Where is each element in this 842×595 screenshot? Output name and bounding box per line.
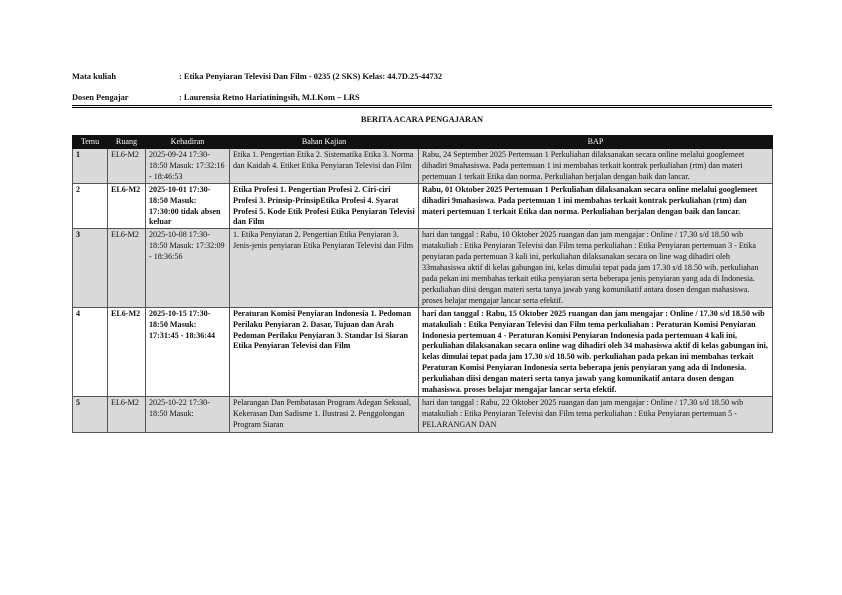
- cell-temu: 1: [73, 149, 108, 184]
- table-row: [73, 149, 773, 184]
- cell-ruang: EL6-M2: [108, 229, 146, 307]
- table-row: [73, 183, 773, 229]
- cell-bap: Rabu, 24 September 2025 Pertemuan 1 Perkuliahan dilaksanakan secara online melalui googlemeet dihadiri 9mahasiswa. Pada pertemuan 1 ini membahas terkait kontrak perkuliahan (rtm) dan materi pertemuan 1 terkait Etika dan norma. Perkuliahan berjalan dengan baik dan lancar.: [419, 149, 773, 184]
- cell-ruang: EL6-M2: [108, 149, 146, 184]
- bap-table: [72, 135, 773, 433]
- col-header-bahan: Bahan Kajian: [230, 136, 419, 149]
- cell-ruang: EL6-M2: [108, 396, 146, 432]
- cell-temu: 5: [73, 396, 108, 432]
- cell-kehadiran: 2025-10-08 17:30-18:50 Masuk: 17:32:09 - 18:36:56: [146, 229, 230, 307]
- cell-kehadiran: 2025-10-01 17:30-18:50 Masuk: 17:30:00 tidak absen keluar: [146, 183, 230, 229]
- cell-bahan: Pelarangan Dan Pembatasan Program Adegan Seksual, Kekerasan Dan Sadisme 1. Ilustrasi 2. Penggolongan Program Siaran: [230, 396, 419, 432]
- cell-kehadiran: 2025-10-22 17:30-18:50 Masuk:: [146, 396, 230, 432]
- lecturer-label: Dosen Pengajar: [72, 93, 129, 102]
- cell-ruang: EL6-M2: [108, 307, 146, 396]
- header-divider: [72, 105, 772, 106]
- cell-temu: 4: [73, 307, 108, 396]
- cell-bahan: Etika 1. Pengertian Etika 2. Sistematika Etika 3. Norma dan Kaidah 4. Etiket Etika Penyiaran Televisi dan Film: [230, 149, 419, 184]
- cell-bap: hari dan tanggal : Rabu, 15 Oktober 2025 ruangan dan jam mengajar : Online / 17.30 s/d 18.50 wib matakuliah : Etika Penyiaran Televisi dan Film tema perkuliahan : Peraturan Komisi Penyiaran Indonesia pertemuan 4 - Peraturan Komisi Penyiaran Indonesia pada pertemuan 4 kali ini, perkuliahan dilaksanakan secara online wag dihadiri oleh 34 mahasiswa aktif di kelas gabungan ini, kelas dimulai tepat pada jam 17.30 s/d 18.50 wib. perkuliahan pada pekan ini membahas terkait Peraturan Komisi Penyiaran Indonesia serta beberapa jenis penyiaran yang ada di Indonesia. perkuliahan diisi dengan materi serta tanya jawab yang komunikatif antara dosen dengan mahasiswa. proses belajar mengajar lancar serta efektif.: [419, 307, 773, 396]
- col-header-temu: Temu: [73, 136, 108, 149]
- cell-bap: hari dan tanggal : Rabu, 22 Oktober 2025 ruangan dan jam mengajar : Online / 17.30 s/d 18.50 wib matakuliah : Etika Penyiaran Televisi dan Film tema perkuliahan : Etika Penyiaran pertemuan 5 - PELARANGAN DAN: [419, 396, 773, 432]
- table-row: [73, 396, 773, 432]
- cell-temu: 3: [73, 229, 108, 307]
- table-header-row: [73, 136, 773, 149]
- cell-ruang: EL6-M2: [108, 183, 146, 229]
- cell-kehadiran: 2025-10-15 17:30-18:50 Masuk: 17:31:45 - 18:36:44: [146, 307, 230, 396]
- cell-bap: Rabu, 01 Oktober 2025 Pertemuan 1 Perkuliahan dilaksanakan secara online melalui googlemeet dihadiri 9mahasiswa. Pada pertemuan 1 ini membahas terkait kontrak perkuliahan (rtm) dan materi pertemuan 1 terkait Etika dan norma. Perkuliahan berjalan dengan baik dan lancar.: [419, 183, 773, 229]
- table-row: [73, 229, 773, 307]
- cell-temu: 2: [73, 183, 108, 229]
- col-header-kehadiran: Kehadiran: [146, 136, 230, 149]
- cell-bap: hari dan tanggal : Rabu, 10 Oktober 2025 ruangan dan jam mengajar : Online / 17.30 s/d 18.50 wib matakuliah : Etika Penyiaran Televisi dan Film tema perkuliahan : Etika Penyiaran pertemuan 3 - Etika penyiaran pada pertemuan 3 kali ini, perkuliahan dilaksanakan secara on line wag dihadiri oleh 33mahasiswa aktif di kelas gabungan ini, kelas dimulai tepat pada jam 17.30 s/d 18.50 wib. perkuliahan pada pekan ini membahas terkait etika penyiaran serta beberapa jenis penyiaran yang ada di Indonesia. perkuliahan diisi dengan materi serta tanya jawab yang komunikatif antara dosen dengan mahasiswa. proses belajar mengajar lancar serta efektif.: [419, 229, 773, 307]
- cell-bahan: Peraturan Komisi Penyiaran Indonesia 1. Pedoman Perilaku Penyiaran 2. Dasar, Tujuan dan Arah Pedoman Perilaku Penyiaran 3. Standar Isi Siaran Etika Penyiaran Televisi dan Film: [230, 307, 419, 396]
- page-title: BERITA ACARA PENGAJARAN: [360, 115, 484, 124]
- course-value: : Etika Penyiaran Televisi Dan Film - 0235 (2 SKS) Kelas: 44.7D.25-44732: [179, 72, 443, 81]
- col-header-bap: BAP: [419, 136, 773, 149]
- col-header-ruang: Ruang: [108, 136, 146, 149]
- table-row: [73, 307, 773, 396]
- cell-kehadiran: 2025-09-24 17:30-18:50 Masuk: 17:32:16 - 18:46:53: [146, 149, 230, 184]
- lecturer-value: : Laurensia Retno Hariatiningsih, M.I.Kom – LRS: [179, 93, 360, 102]
- cell-bahan: 1. Etika Penyiaran 2. Pengertian Etika Penyiaran 3. Jenis-jenis penyiaran Etika Penyiaran Televisi dan Film: [230, 229, 419, 307]
- course-label: Mata kuliah: [72, 72, 116, 81]
- header-divider-2: [72, 107, 772, 108]
- cell-bahan: Etika Profesi 1. Pengertian Profesi 2. Ciri-ciri Profesi 3. Prinsip-PrinsipEtika Profesi 4. Syarat Profesi 5. Kode Etik Profesi Etika Penyiaran Televisi dan Film: [230, 183, 419, 229]
